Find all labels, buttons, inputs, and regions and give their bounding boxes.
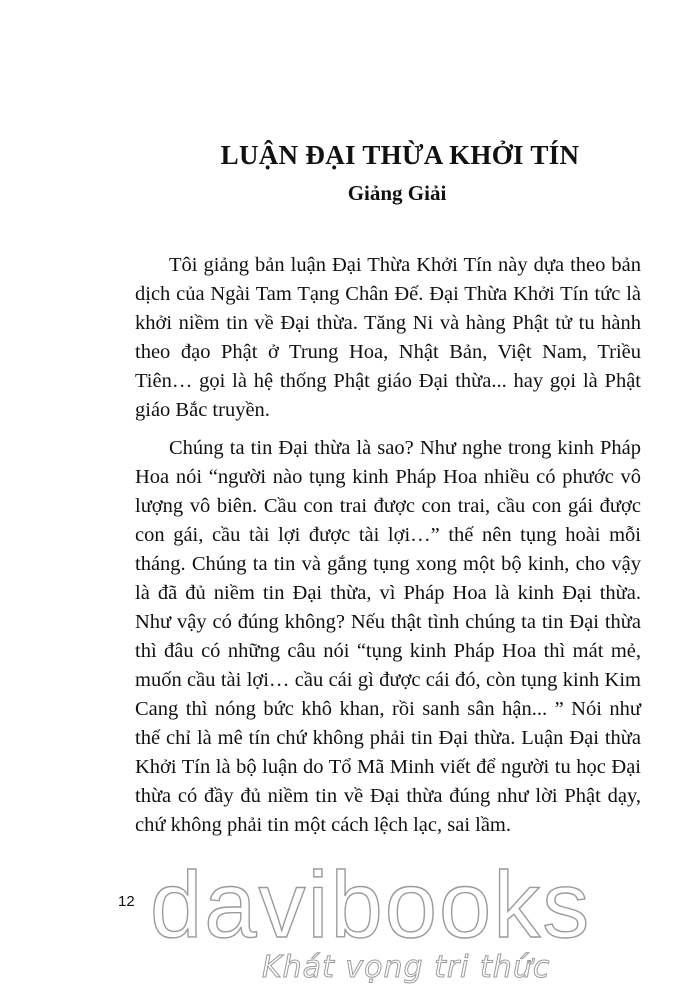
page-title: LUẬN ĐẠI THỪA KHỞI TÍN xyxy=(220,140,580,170)
watermark-tagline: Khát vọng tri thức xyxy=(262,950,551,985)
page-number: 12 xyxy=(118,893,135,910)
watermark-brand: davibooks xyxy=(150,852,592,957)
paragraph-1: Tôi giảng bản luận Đại Thừa Khởi Tín này dựa theo bản dịch của Ngài Tam Tạng Chân Đế. Đại Thừa Khởi Tín tức là khởi niềm tin về Đại thừa. Tăng Ni và hàng Phật tử tu hành theo đạo Phật ở Trung Hoa, Nhật Bản, Việt Nam, Triều Tiên… gọi là hệ thống Phật giáo Đại thừa... hay gọi là Phật giáo Bắc truyền. xyxy=(135,254,641,421)
body-text xyxy=(135,251,641,840)
paragraph-2: Chúng ta tin Đại thừa là sao? Như nghe trong kinh Pháp Hoa nói “người nào tụng kinh Pháp Hoa nhiều có phước vô lượng vô biên. Cầu con trai được con trai, cầu con gái được con gái, cầu tài lợi được tài lợi…” thế nên tụng hoài mỗi tháng. Chúng ta tin và gắng tụng xong một bộ kinh, cho vậy là đã đủ niềm tin Đại thừa, vì Pháp Hoa là kinh Đại thừa. Như vậy có đúng không? Nếu thật tình chúng ta tin Đại thừa thì đâu có những câu nói “tụng kinh Pháp Hoa thì mát mẻ, muốn cầu tài lợi… cầu cái gì được cái đó, còn tụng kinh Kim Cang thì nóng bức khô khan, rồi sanh sân hận... ” Nói như thế chỉ là mê tín chứ không phải tin Đại thừa. Luận Đại thừa Khởi Tín là bộ luận do Tổ Mã Minh viết để người tu học Đại thừa có đầy đủ niềm tin về Đại thừa đúng như lời Phật dạy, chứ không phải tin một cách lệch lạc, sai lầm. xyxy=(135,437,641,836)
page-subtitle: Giảng Giải xyxy=(347,181,447,205)
